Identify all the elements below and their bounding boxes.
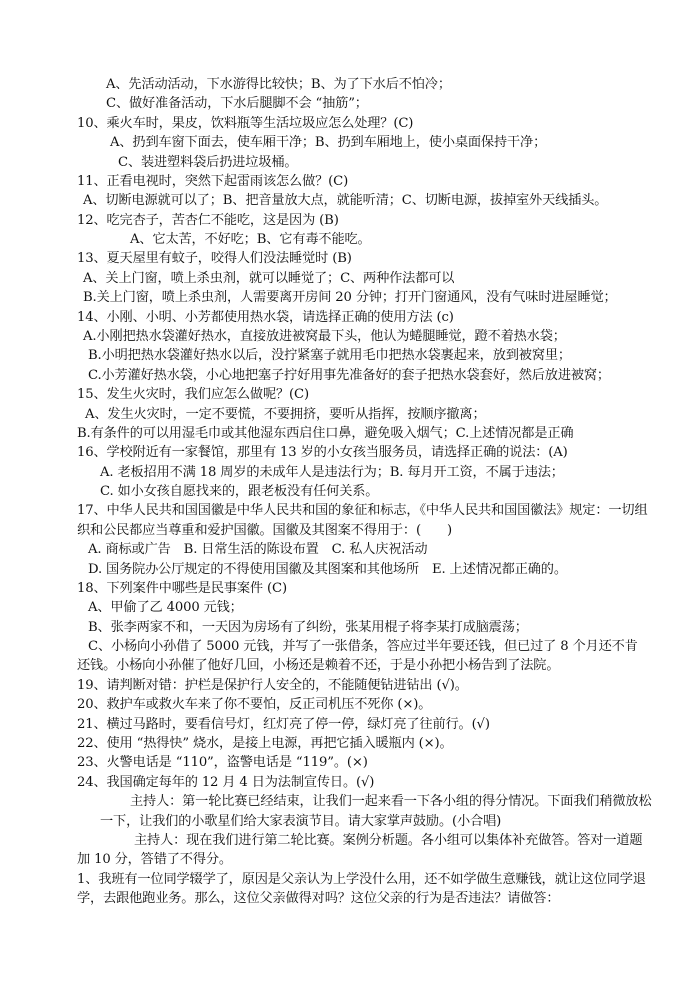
text-line: 主持人：第一轮比赛已经结束，让我们一起来看一下各小组的得分情况。下面我们稍微放松 [130, 794, 652, 810]
text-line: 织和公民都应当尊重和爱护国徽。国徽及其图案不得用于：( ) [77, 522, 453, 538]
text-line: A、先活动活动，下水游得比较快；B、为了下水后不怕冷； [106, 77, 451, 92]
text-line: A、发生火灾时，一定不要慌，不要拥挤，要听从指挥，按顺序撤离； [85, 406, 486, 422]
text-line: 24、我国确定每年的 12 月 4 日为法制宣传日。(√) [77, 774, 375, 790]
text-line: 10、乘火车时，果皮，饮料瓶等生活垃圾应怎么处理？(C) [77, 115, 414, 131]
text-line: B.关上门窗，喷上杀虫剂，人需要离开房间 20 分钟；打开门窗通风，没有气味时进屋睡觉； [83, 290, 617, 306]
text-line: 22、使用 “热得快” 烧水，是接上电源，再把它插入暖瓶内 (×)。 [77, 736, 453, 751]
text-line: A、扔到车窗下面去，使车厢干净；B、扔到车厢地上，使小桌面保持干净； [110, 135, 547, 151]
text-line: 20、救护车或救火车来了你不要怕，反正司机压不死你 (×)。 [77, 697, 432, 713]
text-line: 14、小刚、小明、小芳都使用热水袋，请选择正确的使用方法 (c) [77, 309, 454, 325]
text-line: C、小杨向小孙借了 5000 元钱，并写了一张借条，答应过半年要还钱，但已过了 8 个月还不肯 [88, 639, 638, 654]
text-line: A、切断电源就可以了；B、把音量放大点，就能听清；C、切断电源，拔掉室外天线插头。 [83, 193, 608, 209]
text-line: A、关上门窗，喷上杀虫剂，就可以睡觉了；C、两种作法都可以 [83, 270, 455, 286]
text-line: A. 老板招用不满 18 周岁的未成年人是违法行为；B. 每月开工资，不属于违法； [100, 464, 564, 480]
text-line: A、它太苦，不好吃；B、它有毒不能吃。 [130, 232, 371, 247]
text-line: 主持人：现在我们进行第二轮比赛。案例分析题。各小组可以集体补充做答。答对一道题 [134, 832, 643, 848]
text-line: C、装进塑料袋后扔进垃圾桶。 [118, 154, 298, 170]
text-line: C、做好准备活动，下水后腿脚不会 “抽筋”； [106, 96, 368, 112]
text-line: 加 10 分，答错了不得分。 [77, 852, 232, 868]
text-line: 21、横过马路时，要看信号灯，红灯亮了停一停，绿灯亮了往前行。(√) [77, 716, 490, 732]
text-line: 还钱。小杨向小孙催了他好几回，小杨还是赖着不还，于是小孙把小杨告到了法院。 [77, 658, 560, 674]
text-line: A.小刚把热水袋灌好热水，直接放进被窝最下头，他认为蜷腿睡觉，蹬不着热水袋； [83, 329, 566, 344]
text-line: 12、吃完杏子，苦杏仁不能吃，这是因为 (B) [77, 212, 339, 228]
text-line: 学，去跟他跑业务。那么，这位父亲做得对吗？这位父亲的行为是否违法？请做答： [77, 891, 560, 906]
text-line: B.小明把热水袋灌好热水以后，没拧紧塞子就用毛巾把热水袋裹起来，放到被窝里； [88, 348, 571, 364]
text-line: A. 商标或广告 B. 日常生活的陈设布置 C. 私人庆祝活动 [88, 542, 428, 558]
text-line: 18、下列案件中哪些是民事案件 (C) [77, 580, 287, 596]
text-line: 16、学校附近有一家餐馆，那里有 13 岁的小女孩当服务员，请选择正确的说法：(A) [77, 445, 568, 461]
text-line: 一下，让我们的小歌星们给大家表演节目。请大家掌声鼓励。(小合唱) [100, 813, 502, 829]
text-line: C.小芳灌好热水袋，小心地把塞子拧好用事先准备好的套子把热水袋套好，然后放进被窝； [88, 367, 610, 383]
text-line: 23、火警电话是 “110”，盗警电话是 “119”。(×) [77, 755, 368, 771]
text-line: 17、中华人民共和国国徽是中华人民共和国的象征和标志，《中华人民共和国国徽法》规定：一切组 [77, 503, 648, 519]
text-line: C. 如小女孩自愿找来的，跟老板没有任何关系。 [100, 484, 379, 499]
text-line: 15、发生火灾时，我们应怎么做呢？(C) [77, 387, 309, 403]
text-line: 1、我班有一位同学辍学了，原因是父亲认为上学没什么用，还不如学做生意赚钱，就让这位同学退 [77, 871, 646, 887]
text-line: B.有条件的可以用湿毛巾或其他湿东西启住口鼻，避免吸入烟气；C.上述情况都是正确 [77, 425, 574, 441]
text-line: A、甲偷了乙 4000 元钱； [88, 600, 243, 616]
text-line: 11、正看电视时，突然下起雷雨该怎么做？(C) [77, 173, 349, 189]
text-line: B、张李两家不和，一天因为房场有了纠纷，张某用棍子将李某打成脑震荡； [88, 619, 528, 635]
text-line: D. 国务院办公厅规定的不得使用国徽及其图案和其他场所 E. 上述情况都正确的。 [88, 561, 567, 577]
text-line: 19、请判断对错：护栏是保护行人安全的，不能随便钻进钻出 (√)。 [77, 677, 468, 693]
text-line: 13、夏天屋里有蚊子，咬得人们没法睡觉时 (B) [77, 251, 352, 267]
